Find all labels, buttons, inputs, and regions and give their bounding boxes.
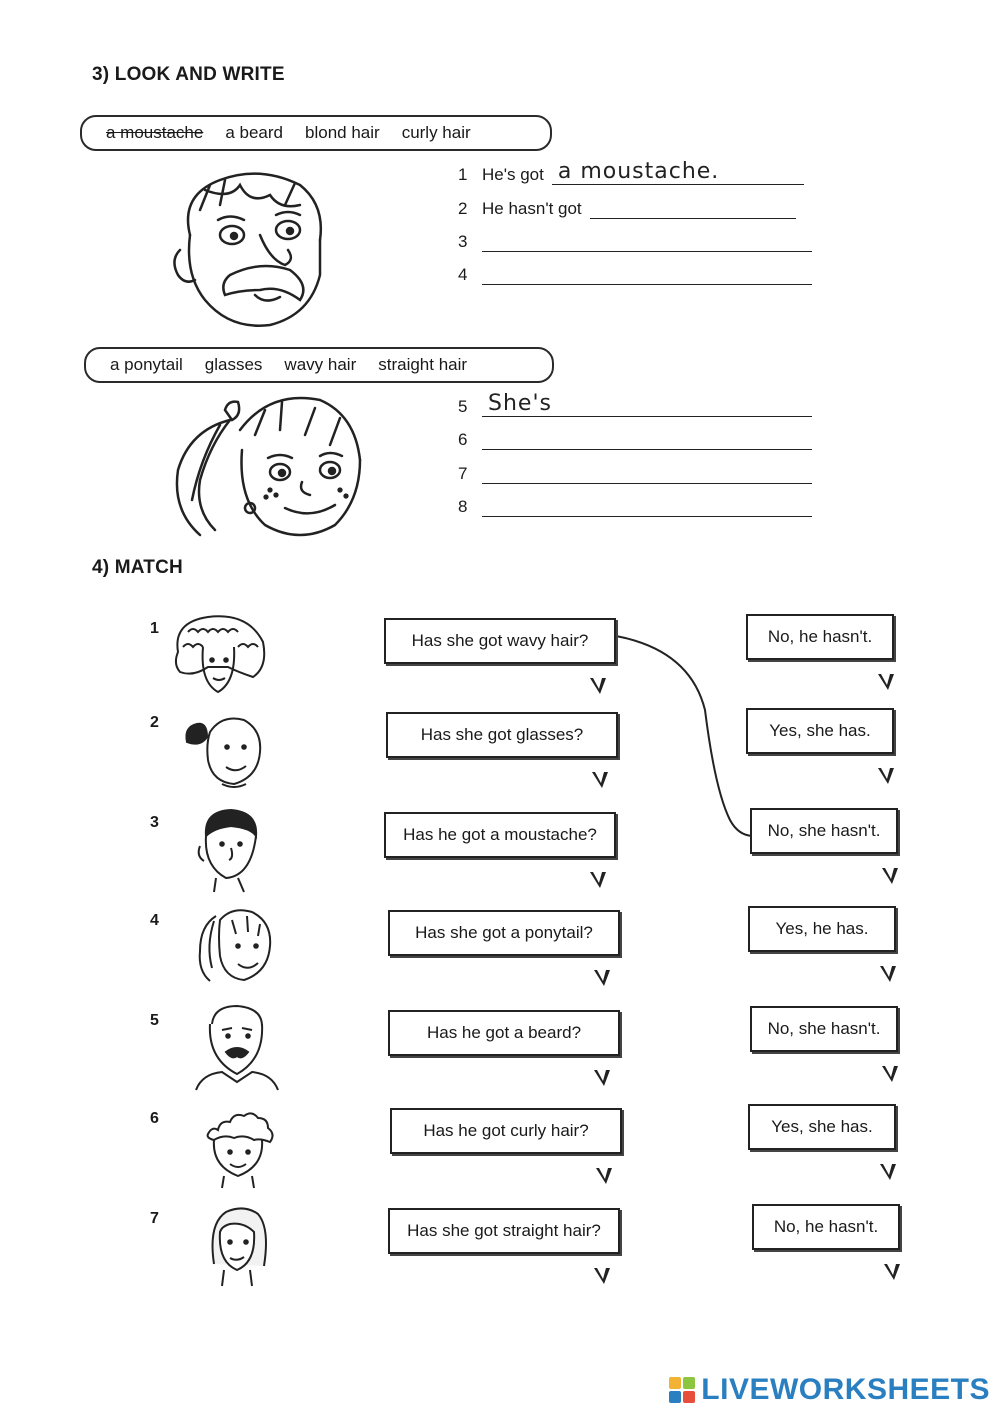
question-text: Has he got a beard? xyxy=(426,1023,582,1042)
line-number: 8 xyxy=(458,497,468,516)
line-number: 3 xyxy=(458,232,468,251)
face-moustache-man-icon xyxy=(196,806,266,894)
word-box-1-word: curly hair xyxy=(401,123,471,142)
line-prefix: He hasn't got xyxy=(482,199,582,218)
face-ponytail-girl-icon xyxy=(192,906,274,990)
question-bubble[interactable] xyxy=(386,712,618,758)
face-straight-hair-girl-icon xyxy=(204,1204,270,1288)
answer-text: Yes, she has. xyxy=(771,1117,873,1136)
liveworksheets-logo xyxy=(669,1373,990,1407)
answer-text: No, she hasn't. xyxy=(767,821,881,840)
match-row-number: 6 xyxy=(150,1110,159,1127)
handwritten-answer: a moustache. xyxy=(557,159,720,184)
line-number: 2 xyxy=(458,199,468,218)
answer-text: Yes, she has. xyxy=(769,721,871,740)
logo-text: LIVEWORKSHEETS xyxy=(701,1373,990,1406)
answer-text: Yes, he has. xyxy=(775,919,869,938)
question-bubble[interactable] xyxy=(388,910,620,956)
answer-text: No, he hasn't. xyxy=(767,627,873,646)
match-row-number: 1 xyxy=(150,620,159,637)
match-row-number: 4 xyxy=(150,912,159,929)
match-row-number: 2 xyxy=(150,714,159,731)
match-row-number: 5 xyxy=(150,1012,159,1029)
answer-bubble[interactable] xyxy=(748,1104,896,1150)
answer-bubble[interactable] xyxy=(750,808,898,854)
word-box-2-word: straight hair xyxy=(378,355,468,374)
face-curly-hair-boy-icon xyxy=(200,1104,276,1190)
question-bubble[interactable] xyxy=(384,812,616,858)
match-row-number: 3 xyxy=(150,814,159,831)
question-text: Has she got wavy hair? xyxy=(411,631,589,650)
question-text: Has she got a ponytail? xyxy=(415,923,593,942)
logo-mark-icon xyxy=(669,1377,695,1403)
question-text: Has she got straight hair? xyxy=(407,1221,601,1240)
word-box-2-word: wavy hair xyxy=(284,355,357,374)
match-row-number: 7 xyxy=(150,1210,159,1227)
answer-bubble[interactable] xyxy=(748,906,896,952)
section-3-title: 3) LOOK AND WRITE xyxy=(92,64,285,85)
word-box-1-word: a moustache xyxy=(106,123,204,142)
face-glasses-girl-icon xyxy=(182,712,272,792)
question-bubble[interactable] xyxy=(390,1108,622,1154)
answer-text: No, he hasn't. xyxy=(773,1217,879,1236)
word-box-2-word: a ponytail xyxy=(110,355,183,374)
question-text: Has she got glasses? xyxy=(420,725,584,744)
line-number: 6 xyxy=(458,430,468,449)
line-number: 4 xyxy=(458,265,468,284)
line-number: 7 xyxy=(458,464,468,483)
section-4-title: 4) MATCH xyxy=(92,557,183,578)
handwritten-answer: She's xyxy=(488,391,552,416)
question-text: Has he got curly hair? xyxy=(423,1121,589,1140)
answer-bubble[interactable] xyxy=(750,1006,898,1052)
question-bubble[interactable] xyxy=(388,1010,620,1056)
line-prefix: He's got xyxy=(482,165,544,184)
word-box-1-word: blond hair xyxy=(305,123,380,142)
line-number: 1 xyxy=(458,165,468,184)
word-box-2-word: glasses xyxy=(204,355,263,374)
question-bubble[interactable] xyxy=(388,1208,620,1254)
face-curly-long-hair-icon xyxy=(168,612,268,696)
answer-bubble[interactable] xyxy=(752,1204,900,1250)
question-text: Has he got a moustache? xyxy=(403,825,597,844)
answer-bubble[interactable] xyxy=(746,614,894,660)
line-number: 5 xyxy=(458,397,468,416)
question-bubble[interactable] xyxy=(384,618,616,664)
answer-bubble[interactable] xyxy=(746,708,894,754)
word-box-1-word: a beard xyxy=(225,123,284,142)
face-beard-man-icon xyxy=(192,1004,282,1090)
answer-text: No, she hasn't. xyxy=(767,1019,881,1038)
